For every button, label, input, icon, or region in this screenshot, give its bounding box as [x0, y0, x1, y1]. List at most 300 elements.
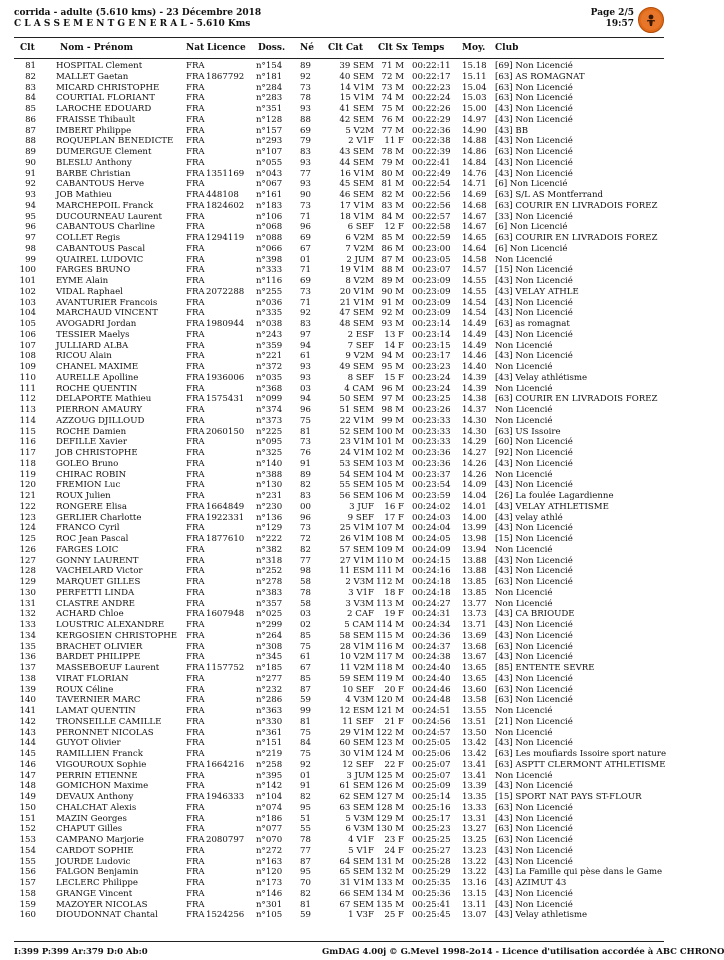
club-cell: [43] Non Licencié: [495, 620, 573, 630]
club-cell: [43] Non Licencié: [495, 104, 573, 114]
name-cell: LOUSTRIC ALEXANDRE: [56, 620, 165, 630]
time-cell: 00:23:09: [412, 297, 451, 308]
category-rank-cell: 41 SEM: [339, 104, 374, 114]
rank-cell: 148: [19, 781, 36, 792]
rank-cell: 115: [19, 426, 36, 437]
col-club: Club: [495, 43, 519, 53]
name-cell: FARGES LOIC: [56, 544, 119, 555]
category-rank-cell: 18 V1M: [339, 211, 374, 222]
club-cell: Non Licencié: [495, 727, 553, 738]
category-rank-cell: 66 SEM: [339, 888, 374, 899]
table-row: [0, 502, 678, 513]
speed-cell: 14.67: [462, 211, 487, 222]
bib-cell: n°183: [256, 200, 283, 211]
club-cell: [26] La foulée Lagardienne: [495, 491, 614, 501]
sex-rank-cell: 105 M: [376, 480, 404, 491]
time-cell: 00:23:15: [412, 340, 451, 351]
sex-rank-cell: 79 M: [381, 157, 404, 168]
category-rank-cell: 11 SEF: [342, 716, 374, 727]
name-cell: FARGES BRUNO: [56, 265, 131, 276]
birth-year-cell: 99: [300, 706, 311, 716]
time-cell: 00:24:18: [412, 587, 451, 598]
rank-cell: 153: [19, 835, 36, 845]
table-row: [0, 72, 678, 83]
page-number: Page 2/5: [590, 8, 634, 18]
birth-year-cell: 91: [300, 458, 311, 469]
rank-cell: 107: [19, 340, 36, 351]
licence-cell: 1664849: [206, 501, 245, 512]
bib-cell: n°283: [256, 93, 283, 104]
nationality-cell: FRA: [186, 620, 205, 630]
speed-cell: 13.41: [462, 759, 487, 770]
speed-cell: 14.68: [462, 200, 487, 211]
category-rank-cell: 57 SEM: [339, 544, 374, 555]
table-row: [0, 330, 678, 341]
speed-cell: 13.98: [462, 534, 487, 544]
name-cell: GRANGE Vincent: [56, 888, 133, 899]
category-rank-cell: 47 SEM: [339, 308, 374, 319]
club-cell: [43] VELAY ATHLETISME: [495, 501, 609, 512]
birth-year-cell: 61: [300, 652, 311, 663]
category-rank-cell: 12 ESM: [339, 706, 374, 716]
table-row: [0, 706, 678, 717]
sex-rank-cell: 119 M: [376, 673, 404, 684]
rank-cell: 145: [19, 749, 36, 759]
sex-rank-cell: 118 M: [376, 663, 404, 673]
bib-cell: n°099: [256, 394, 283, 405]
nationality-cell: FRA: [186, 501, 205, 512]
time-cell: 00:23:33: [412, 426, 451, 437]
category-rank-cell: 40 SEM: [339, 71, 374, 82]
table-row: [0, 717, 678, 728]
sex-rank-cell: 83 M: [381, 200, 404, 211]
speed-cell: 13.22: [462, 856, 487, 867]
nationality-cell: FRA: [186, 82, 205, 93]
name-cell: AVOGADRI Jordan: [56, 319, 137, 329]
birth-year-cell: 94: [300, 340, 311, 351]
bib-cell: n°372: [256, 362, 283, 372]
time-cell: 00:22:54: [412, 179, 451, 190]
table-row: [0, 308, 678, 319]
sex-rank-cell: 99 M: [381, 415, 404, 426]
name-cell: AZZOUG DJILLOUD: [56, 415, 145, 426]
speed-cell: 13.55: [462, 706, 487, 716]
category-rank-cell: 19 V1M: [339, 265, 374, 276]
name-cell: MAZOYER NICOLAS: [56, 899, 148, 910]
birth-year-cell: 58: [300, 598, 311, 609]
birth-year-cell: 77: [300, 555, 311, 566]
time-cell: 00:23:24: [412, 372, 451, 383]
rank-cell: 155: [19, 856, 36, 867]
speed-cell: 14.46: [462, 351, 487, 362]
chrono-logo-icon: [638, 7, 664, 33]
time-cell: 00:25:05: [412, 738, 451, 749]
name-cell: DIOUDONNAT Chantal: [56, 910, 158, 921]
birth-year-cell: 71: [300, 297, 311, 308]
table-row: [0, 760, 678, 771]
time-cell: 00:24:03: [412, 512, 451, 523]
bib-cell: n°286: [256, 695, 283, 706]
category-rank-cell: 21 V1M: [339, 297, 374, 308]
speed-cell: 14.71: [462, 179, 487, 190]
rank-cell: 119: [19, 469, 36, 480]
speed-cell: 13.42: [462, 749, 487, 759]
category-rank-cell: 43 SEM: [339, 147, 374, 157]
birth-year-cell: 94: [300, 394, 311, 405]
name-cell: ROCHE Damien: [56, 426, 127, 437]
birth-year-cell: 77: [300, 168, 311, 179]
table-row: [0, 480, 678, 491]
nationality-cell: FRA: [186, 544, 205, 555]
birth-year-cell: 87: [300, 856, 311, 867]
licence-cell: 1936006: [206, 372, 245, 383]
time-cell: 00:24:04: [412, 523, 451, 534]
club-cell: [21] Non Licencié: [495, 716, 573, 727]
name-cell: QUAIREL LUDOVIC: [56, 254, 144, 265]
speed-cell: 13.42: [462, 738, 487, 749]
nationality-cell: FRA: [186, 157, 205, 168]
category-rank-cell: 6 V3M: [345, 824, 374, 835]
bib-cell: n°095: [256, 437, 283, 448]
name-cell: VIRAT FLORIAN: [56, 673, 129, 684]
licence-cell: 1157752: [206, 663, 245, 673]
category-rank-cell: 10 V2M: [339, 652, 374, 663]
nationality-cell: FRA: [186, 641, 205, 652]
name-cell: DEVAUX Anthony: [56, 792, 134, 802]
birth-year-cell: 01: [300, 770, 311, 781]
rank-cell: 98: [25, 243, 36, 254]
club-cell: [6] Non Licencié: [495, 179, 568, 190]
birth-year-cell: 82: [300, 480, 311, 491]
bib-cell: n°128: [256, 114, 283, 125]
club-cell: [43] VELAY ATHLE: [495, 286, 579, 297]
club-cell: Non Licencié: [495, 544, 553, 555]
speed-cell: 14.39: [462, 383, 487, 394]
speed-cell: 13.51: [462, 716, 487, 727]
time-cell: 00:23:54: [412, 480, 451, 491]
bib-cell: n°070: [256, 835, 283, 845]
speed-cell: 14.64: [462, 243, 487, 254]
name-cell: JOB CHRISTOPHE: [56, 448, 138, 458]
nationality-cell: FRA: [186, 405, 205, 415]
name-cell: CABANTOUS Pascal: [56, 243, 146, 254]
name-cell: GUYOT Olivier: [56, 738, 121, 749]
sex-rank-cell: 117 M: [376, 652, 404, 663]
time-cell: 00:23:09: [412, 286, 451, 297]
birth-year-cell: 76: [300, 448, 311, 458]
category-rank-cell: 5 V3M: [345, 813, 374, 824]
document-header: [14, 8, 261, 30]
bib-cell: n°264: [256, 630, 283, 641]
nationality-cell: FRA: [186, 534, 205, 544]
category-rank-cell: 8 SEF: [347, 372, 374, 383]
club-cell: [33] Non Licencié: [495, 211, 573, 222]
category-rank-cell: 26 V1M: [339, 534, 374, 544]
speed-cell: 13.99: [462, 523, 487, 534]
sex-rank-cell: 76 M: [381, 114, 404, 125]
name-cell: RICOU Alain: [56, 351, 112, 362]
sex-rank-cell: 96 M: [381, 383, 404, 394]
rank-cell: 116: [19, 437, 36, 448]
table-row: [0, 190, 678, 201]
rank-cell: 114: [19, 415, 36, 426]
sex-rank-cell: 95 M: [381, 362, 404, 372]
speed-cell: 14.26: [462, 469, 487, 480]
club-cell: Non Licencié: [495, 587, 553, 598]
birth-year-cell: 81: [300, 899, 311, 910]
nationality-cell: FRA: [186, 716, 205, 727]
time-cell: 00:25:45: [412, 910, 451, 921]
category-rank-cell: 5 V2M: [345, 125, 374, 136]
rank-cell: 136: [19, 652, 36, 663]
name-cell: JOB Mathieu: [56, 190, 112, 200]
birth-year-cell: 03: [300, 383, 311, 394]
col-moy: Moy.: [462, 43, 486, 53]
rank-cell: 93: [25, 190, 36, 200]
table-row: [0, 631, 678, 642]
birth-year-cell: 81: [300, 426, 311, 437]
club-cell: Non Licencié: [495, 415, 553, 426]
table-row: [0, 427, 678, 438]
sex-rank-cell: 113 M: [376, 598, 404, 609]
table-row: [0, 416, 678, 427]
table-row: [0, 685, 678, 696]
nationality-cell: FRA: [186, 297, 205, 308]
time-cell: 00:24:15: [412, 555, 451, 566]
sex-rank-cell: 91 M: [381, 297, 404, 308]
speed-cell: 13.71: [462, 620, 487, 630]
table-row: [0, 384, 678, 395]
sex-rank-cell: 16 F: [384, 501, 404, 512]
results-table: [0, 61, 678, 921]
name-cell: GERLIER Charlotte: [56, 512, 142, 523]
table-row: [0, 900, 678, 911]
nationality-cell: FRA: [186, 480, 205, 491]
club-cell: [43] Non Licencié: [495, 329, 573, 340]
time-cell: 00:22:23: [412, 82, 451, 93]
rank-cell: 127: [19, 555, 36, 566]
table-row: [0, 158, 678, 169]
speed-cell: 14.26: [462, 458, 487, 469]
club-cell: [6] Non Licencié: [495, 243, 568, 254]
bib-cell: n°221: [256, 351, 283, 362]
time-cell: 00:25:23: [412, 824, 451, 835]
rank-cell: 151: [19, 813, 36, 824]
bib-cell: n°068: [256, 222, 283, 233]
category-rank-cell: 9 V2M: [345, 351, 374, 362]
col-clt-sx: Clt Sx: [378, 43, 408, 53]
speed-cell: 14.65: [462, 233, 487, 243]
time-cell: 00:23:09: [412, 308, 451, 319]
club-cell: [43] Velay athlétisme: [495, 372, 588, 383]
category-rank-cell: 2 V3M: [345, 577, 374, 587]
licence-cell: 1575431: [206, 394, 245, 405]
bib-cell: n°308: [256, 641, 283, 652]
time-cell: 00:25:17: [412, 813, 451, 824]
speed-cell: 14.09: [462, 480, 487, 491]
sex-rank-cell: 14 F: [384, 340, 404, 351]
birth-year-cell: 79: [300, 136, 311, 147]
speed-cell: 14.49: [462, 340, 487, 351]
nationality-cell: FRA: [186, 147, 205, 157]
table-row: [0, 846, 678, 857]
nationality-cell: FRA: [186, 878, 205, 888]
category-rank-cell: 25 V1M: [339, 523, 374, 534]
speed-cell: 13.22: [462, 867, 487, 878]
name-cell: ROUX Céline: [56, 684, 114, 695]
birth-year-cell: 83: [300, 147, 311, 157]
rank-cell: 101: [19, 276, 36, 286]
speed-cell: 13.27: [462, 824, 487, 835]
sex-rank-cell: 85 M: [381, 233, 404, 243]
bib-cell: n°293: [256, 136, 283, 147]
sex-rank-cell: 11 F: [384, 136, 404, 147]
category-rank-cell: 15 V1M: [339, 93, 374, 104]
sex-rank-cell: 114 M: [376, 620, 404, 630]
nationality-cell: FRA: [186, 856, 205, 867]
time-cell: 00:24:27: [412, 598, 451, 609]
category-rank-cell: 3 V1F: [348, 587, 374, 598]
table-row: [0, 599, 678, 610]
header-rule-top: [14, 37, 664, 38]
sex-rank-cell: 86 M: [381, 243, 404, 254]
category-rank-cell: 4 V3M: [345, 695, 374, 706]
birth-year-cell: 83: [300, 491, 311, 501]
category-rank-cell: 55 SEM: [339, 480, 374, 491]
birth-year-cell: 97: [300, 329, 311, 340]
sex-rank-cell: 90 M: [381, 286, 404, 297]
birth-year-cell: 72: [300, 534, 311, 544]
sex-rank-cell: 109 M: [376, 544, 404, 555]
time-cell: 00:23:33: [412, 437, 451, 448]
speed-cell: 13.07: [462, 910, 487, 921]
rank-cell: 121: [19, 491, 36, 501]
table-row: [0, 222, 678, 233]
nationality-cell: FRA: [186, 770, 205, 781]
table-row: [0, 663, 678, 674]
club-cell: [43] velay athlé: [495, 512, 563, 523]
name-cell: RONGERE Elisa: [56, 501, 127, 512]
bib-cell: n°382: [256, 544, 283, 555]
club-cell: [63] Non Licencié: [495, 577, 573, 587]
category-rank-cell: 61 SEM: [339, 781, 374, 792]
nationality-cell: FRA: [186, 125, 205, 136]
bib-cell: n°173: [256, 878, 283, 888]
name-cell: IMBERT Philippe: [56, 125, 132, 136]
nationality-cell: FRA: [186, 114, 205, 125]
club-cell: [43] BB: [495, 125, 529, 136]
race-title: corrida - adulte (5.610 kms) - 23 Décembre 2018: [14, 8, 262, 18]
bib-cell: n°252: [256, 566, 283, 577]
bib-cell: n°277: [256, 673, 283, 684]
bib-cell: n°105: [256, 910, 283, 921]
club-cell: [63] Non Licencié: [495, 82, 573, 93]
sex-rank-cell: 17 F: [384, 512, 404, 523]
bib-cell: n°055: [256, 157, 283, 168]
col-temps: Temps: [412, 43, 445, 53]
club-cell: [43] AZIMUT 43: [495, 878, 567, 888]
name-cell: DUMERGUE Clement: [56, 147, 152, 157]
bib-cell: n°185: [256, 663, 283, 673]
table-row: [0, 459, 678, 470]
nationality-cell: FRA: [186, 813, 205, 824]
rank-cell: 150: [19, 802, 36, 813]
name-cell: HOSPITAL Clement: [56, 61, 143, 71]
speed-cell: 14.58: [462, 254, 487, 265]
bib-cell: n°088: [256, 233, 283, 243]
name-cell: MALLET Gaetan: [56, 71, 129, 82]
time-cell: 00:24:51: [412, 706, 451, 716]
nationality-cell: FRA: [186, 276, 205, 286]
club-cell: [43] Non Licencié: [495, 458, 573, 469]
speed-cell: 14.38: [462, 394, 487, 405]
sex-rank-cell: 13 F: [384, 329, 404, 340]
category-rank-cell: 14 V1M: [339, 82, 374, 93]
nationality-cell: FRA: [186, 233, 205, 243]
speed-cell: 14.49: [462, 319, 487, 329]
table-row: [0, 147, 678, 158]
sex-rank-cell: 123 M: [376, 738, 404, 749]
speed-cell: 13.35: [462, 792, 487, 802]
nationality-cell: FRA: [186, 211, 205, 222]
col-dossard: Doss.: [258, 43, 286, 53]
sex-rank-cell: 92 M: [381, 308, 404, 319]
licence-cell: 1867792: [206, 71, 245, 82]
birth-year-cell: 02: [300, 620, 311, 630]
rank-cell: 110: [19, 372, 36, 383]
category-rank-cell: 54 SEM: [339, 469, 374, 480]
table-row: [0, 642, 678, 653]
birth-year-cell: 84: [300, 738, 311, 749]
category-rank-cell: 59 SEM: [339, 673, 374, 684]
time-cell: 00:22:24: [412, 93, 451, 104]
birth-year-cell: 96: [300, 512, 311, 523]
table-row: [0, 201, 678, 212]
name-cell: TRONSEILLE CAMILLE: [56, 716, 162, 727]
table-row: [0, 93, 678, 104]
speed-cell: 13.65: [462, 673, 487, 684]
sex-rank-cell: 127 M: [376, 792, 404, 802]
sex-rank-cell: 135 M: [376, 899, 404, 910]
speed-cell: 14.76: [462, 168, 487, 179]
speed-cell: 13.58: [462, 695, 487, 706]
speed-cell: 13.85: [462, 587, 487, 598]
licence-cell: 1607948: [206, 609, 245, 620]
time-cell: 00:22:29: [412, 114, 451, 125]
rank-cell: 146: [19, 759, 36, 770]
sex-rank-cell: 78 M: [381, 147, 404, 157]
nationality-cell: FRA: [186, 340, 205, 351]
nationality-cell: FRA: [186, 652, 205, 663]
bib-cell: n°361: [256, 727, 283, 738]
time-cell: 00:22:17: [412, 71, 451, 82]
col-nat: Nat: [186, 43, 205, 53]
club-cell: Non Licencié: [495, 405, 553, 415]
speed-cell: 13.60: [462, 684, 487, 695]
bib-cell: n°043: [256, 168, 283, 179]
speed-cell: 14.90: [462, 125, 487, 136]
category-rank-cell: 9 SEF: [347, 512, 374, 523]
speed-cell: 14.49: [462, 329, 487, 340]
sex-rank-cell: 115 M: [376, 630, 404, 641]
birth-year-cell: 95: [300, 867, 311, 878]
rank-cell: 152: [19, 824, 36, 835]
time-cell: 00:25:25: [412, 835, 451, 845]
category-rank-cell: 50 SEM: [339, 394, 374, 405]
bib-cell: n°272: [256, 845, 283, 856]
nationality-cell: FRA: [186, 727, 205, 738]
time-cell: 00:22:41: [412, 157, 451, 168]
